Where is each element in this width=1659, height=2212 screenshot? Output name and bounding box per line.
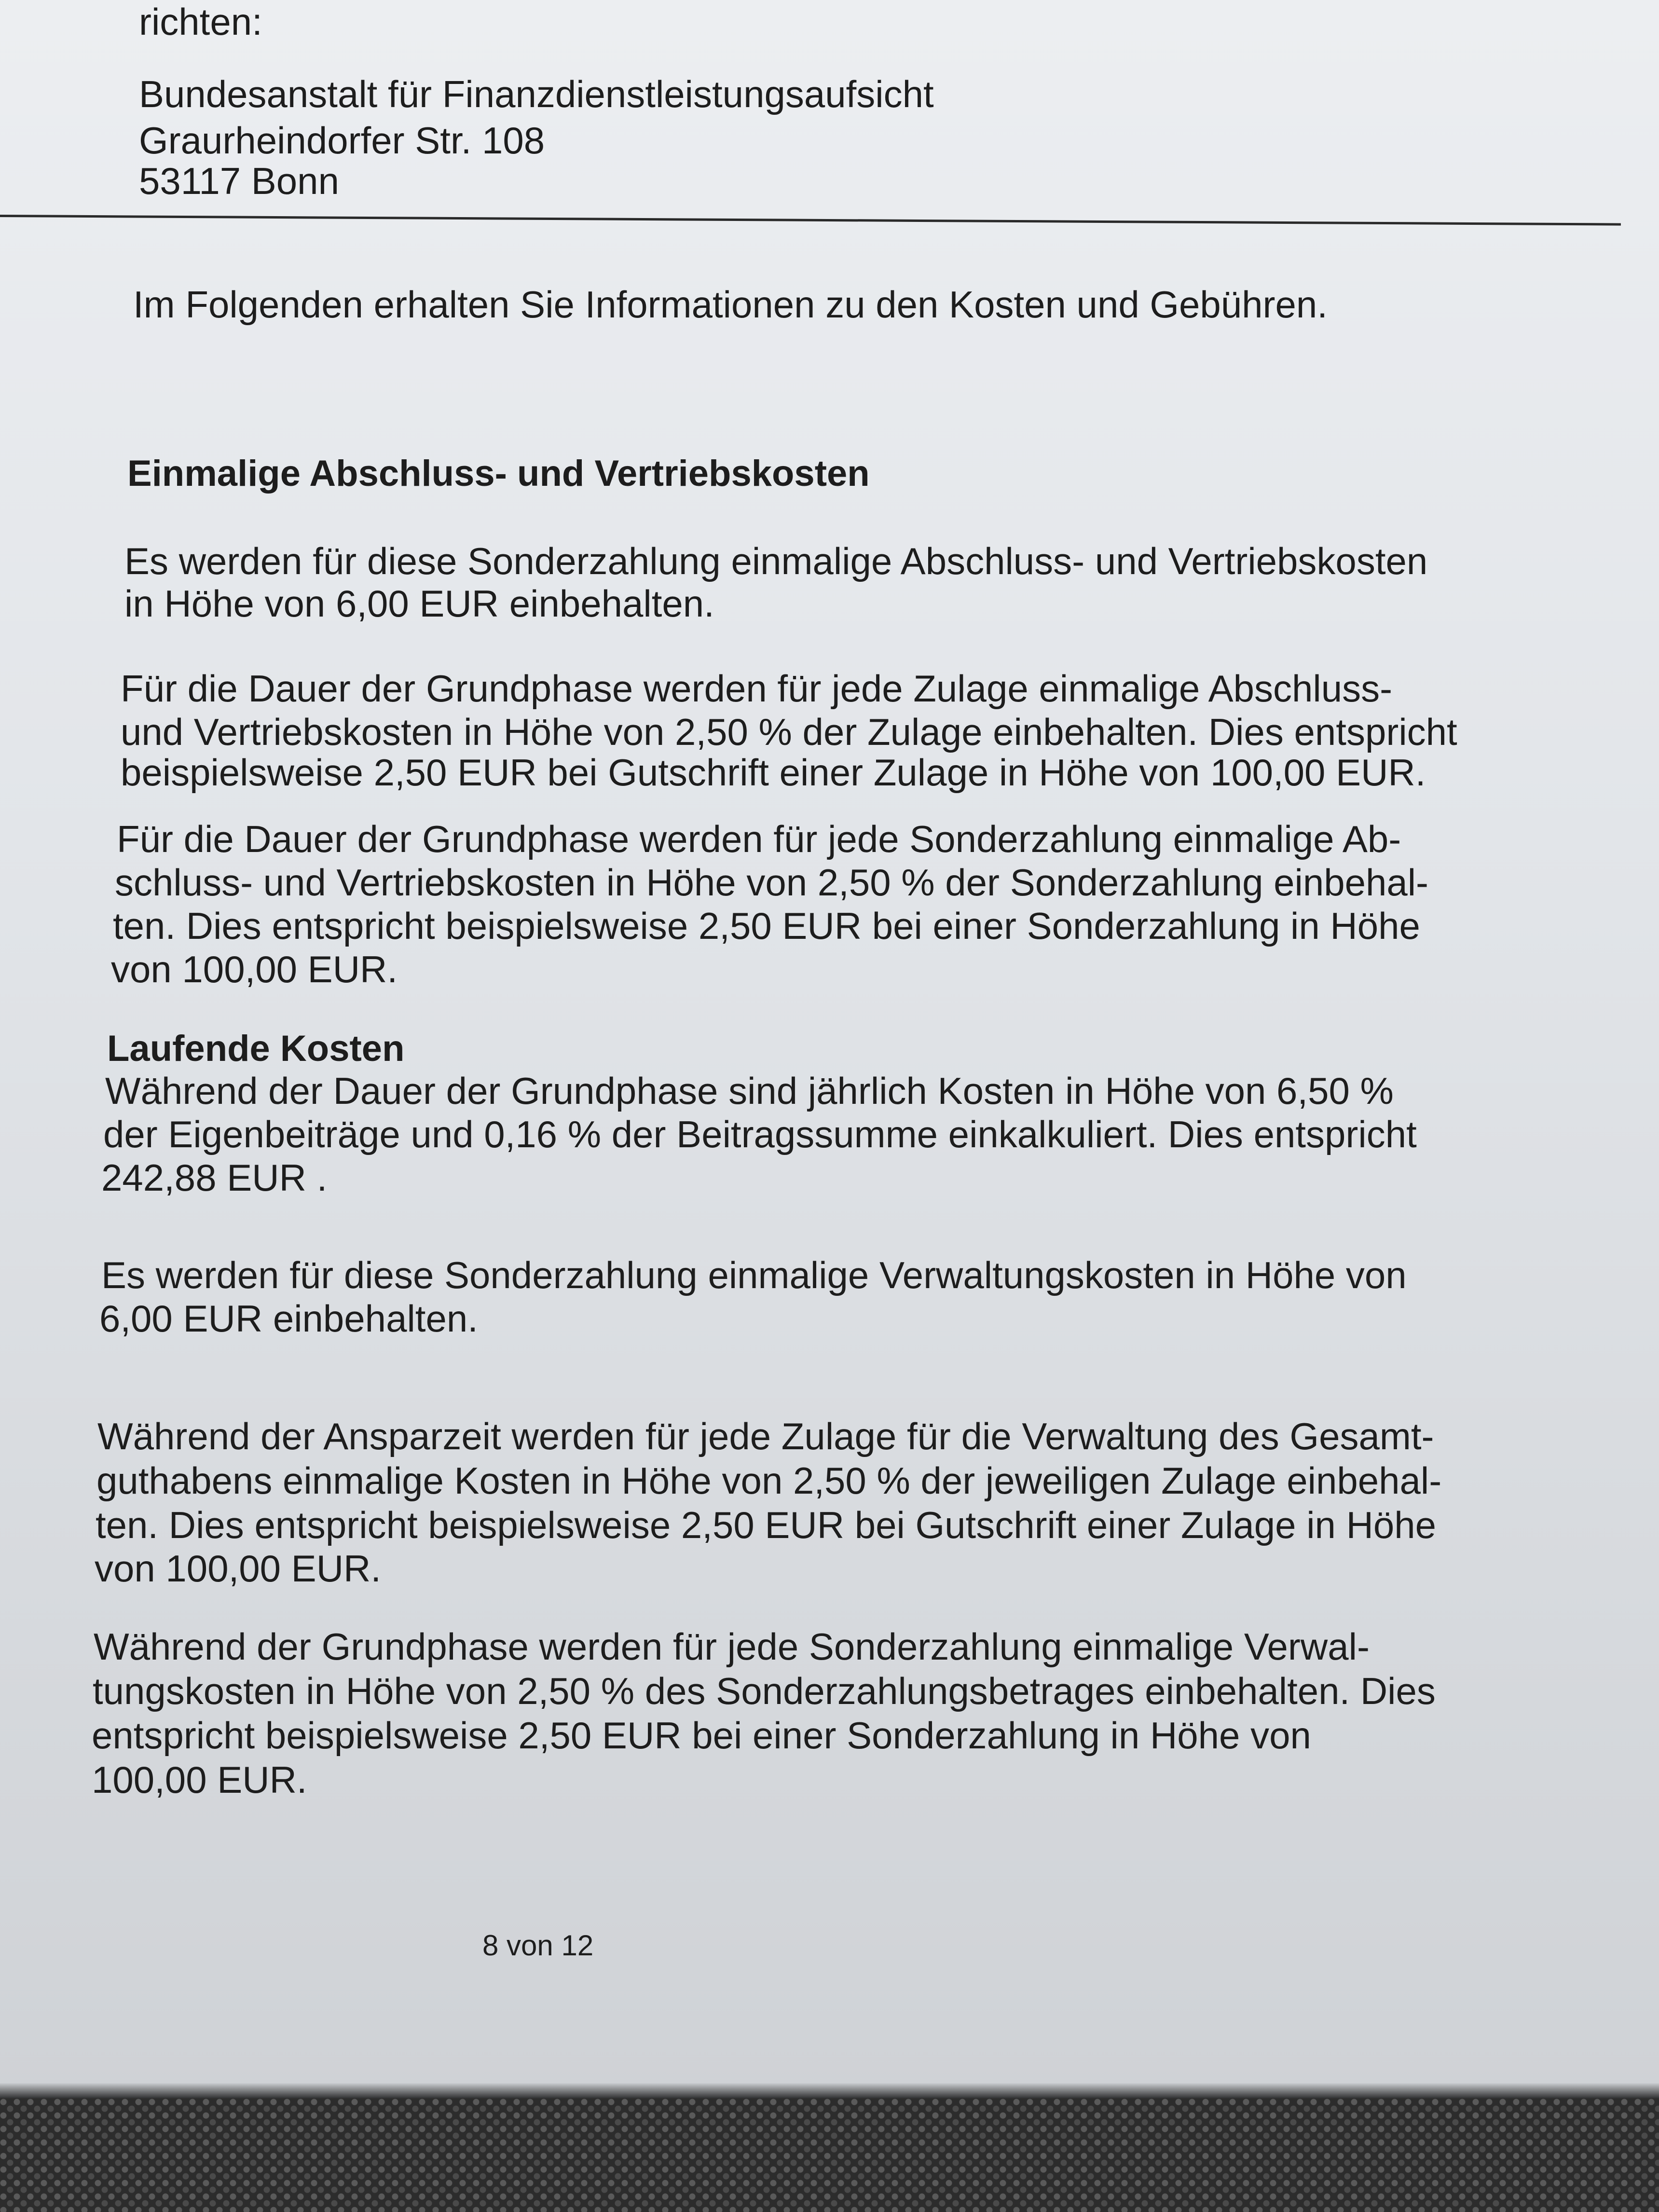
address-institution: Bundesanstalt für Finanzdienstleistungsaufsicht <box>139 73 934 115</box>
paragraph-line: in Höhe von 6,00 EUR einbehalten. <box>124 582 714 625</box>
paragraph-line: 100,00 EUR. <box>92 1759 307 1801</box>
paragraph-line: schluss- und Vertriebskosten in Höhe von 2,50 % der Sonderzahlung einbehal- <box>115 861 1429 904</box>
paragraph-line: guthabens einmalige Kosten in Höhe von 2,50 % der jeweiligen Zulage einbehal- <box>96 1459 1442 1502</box>
section-heading-running-costs: Laufende Kosten <box>107 1028 405 1069</box>
paragraph-line: beispielsweise 2,50 EUR bei Gutschrift einer Zulage in Höhe von 100,00 EUR. <box>121 751 1426 794</box>
paragraph-line: Es werden für diese Sonderzahlung einmalige Abschluss- und Vertriebskosten <box>124 540 1428 582</box>
address-city: 53117 Bonn <box>139 160 339 202</box>
paragraph-line: ten. Dies entspricht beispielsweise 2,50 EUR bei Gutschrift einer Zulage in Höhe <box>96 1504 1437 1546</box>
paragraph-line: entspricht beispielsweise 2,50 EUR bei einer Sonderzahlung in Höhe von <box>92 1714 1311 1757</box>
paragraph-line: Während der Ansparzeit werden für jede Zulage für die Verwaltung des Gesamt- <box>97 1415 1434 1457</box>
page-bottom-edge <box>0 2083 1659 2101</box>
paragraph-line: der Eigenbeiträge und 0,16 % der Beitragssumme einkalkuliert. Dies entspricht <box>103 1113 1417 1155</box>
divider-line <box>0 215 1621 226</box>
address-street: Graurheindorfer Str. 108 <box>139 119 545 162</box>
paragraph-line: 242,88 EUR . <box>101 1156 328 1199</box>
paragraph-line: Während der Dauer der Grundphase sind jährlich Kosten in Höhe von 6,50 % <box>105 1070 1394 1112</box>
intro-text: Im Folgenden erhalten Sie Informationen zu den Kosten und Gebühren. <box>133 283 1328 326</box>
background-surface <box>0 2099 1659 2212</box>
page-number: 8 von 12 <box>482 1929 594 1962</box>
address-intro: richten: <box>139 0 262 43</box>
paragraph-line: 6,00 EUR einbehalten. <box>99 1297 478 1340</box>
paragraph-line: von 100,00 EUR. <box>111 948 398 990</box>
paragraph-line: Für die Dauer der Grundphase werden für jede Sonderzahlung einmalige Ab- <box>117 818 1401 860</box>
paragraph-line: tungskosten in Höhe von 2,50 % des Sonderzahlungsbetrages einbehalten. Dies <box>93 1670 1436 1712</box>
paragraph-line: und Vertriebskosten in Höhe von 2,50 % der Zulage einbehalten. Dies entspricht <box>121 711 1457 753</box>
paragraph-line: Für die Dauer der Grundphase werden für jede Zulage einmalige Abschluss- <box>121 667 1393 710</box>
paragraph-line: von 100,00 EUR. <box>95 1547 382 1590</box>
paragraph-line: Es werden für diese Sonderzahlung einmalige Verwaltungskosten in Höhe von <box>101 1254 1407 1296</box>
paragraph-line: Während der Grundphase werden für jede Sonderzahlung einmalige Verwal- <box>94 1625 1370 1668</box>
paragraph-line: ten. Dies entspricht beispielsweise 2,50 EUR bei einer Sonderzahlung in Höhe <box>113 905 1420 947</box>
section-heading-one-time-costs: Einmalige Abschluss- und Vertriebskosten <box>127 453 870 494</box>
